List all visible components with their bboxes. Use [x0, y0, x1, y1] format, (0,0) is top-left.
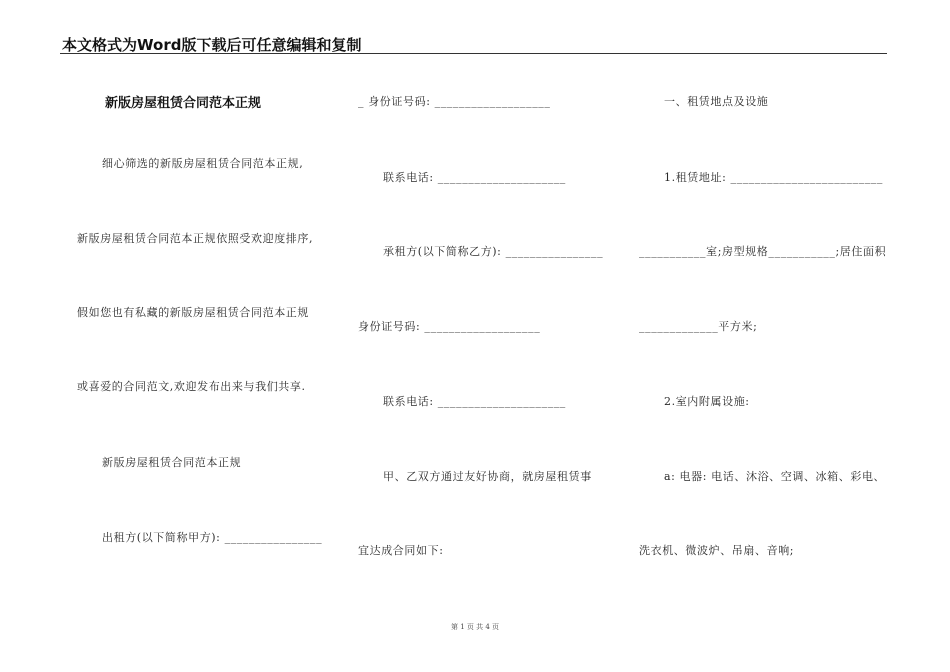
col2-line-4: 身份证号码: ___________________ [358, 320, 541, 333]
col2-line-3: 承租方(以下简称乙方): ________________ [383, 245, 604, 258]
col1-line-3: 假如您也有私藏的新版房屋租赁合同范本正规 [77, 306, 309, 319]
col3-line-3: ___________室;房型规格___________;居住面积 [639, 245, 887, 258]
col2-line-2: 联系电话: _____________________ [383, 171, 566, 184]
col1-line-5: 新版房屋租赁合同范本正规 [102, 456, 242, 469]
col3-line-2: 1.租赁地址: _________________________ [664, 171, 883, 184]
col3-line-7: 洗衣机、微波炉、吊扇、音响; [639, 544, 795, 557]
page-footer: 第 1 页 共 4 页 [450, 623, 500, 631]
col1-line-2: 新版房屋租赁合同范本正规依照受欢迎度排序, [77, 232, 314, 245]
document-title: 新版房屋租赁合同范本正规 [105, 96, 262, 111]
header-divider [60, 53, 887, 54]
col3-line-5: 2.室内附属设施: [664, 395, 750, 408]
col2-line-5: 联系电话: _____________________ [383, 395, 566, 408]
header-title: 本文格式为Word版下载后可任意编辑和复制 [62, 36, 362, 54]
col3-line-6: a: 电器: 电话、沐浴、空调、冰箱、彩电、 [664, 470, 886, 483]
col2-line-1: _ 身份证号码: ___________________ [358, 95, 551, 108]
col2-line-7: 宜达成合同如下: [358, 544, 444, 557]
col1-line-6: 出租方(以下简称甲方): ________________ [102, 531, 323, 544]
col2-line-6: 甲、乙双方通过友好协商，就房屋租赁事 [383, 470, 592, 483]
col3-line-4: _____________平方米; [639, 320, 758, 333]
col3-line-1: 一、租赁地点及设施 [664, 95, 769, 108]
col1-line-1: 细心筛选的新版房屋租赁合同范本正规, [102, 157, 304, 170]
col1-line-4: 或喜爱的合同范文,欢迎发布出来与我们共享. [77, 380, 306, 393]
